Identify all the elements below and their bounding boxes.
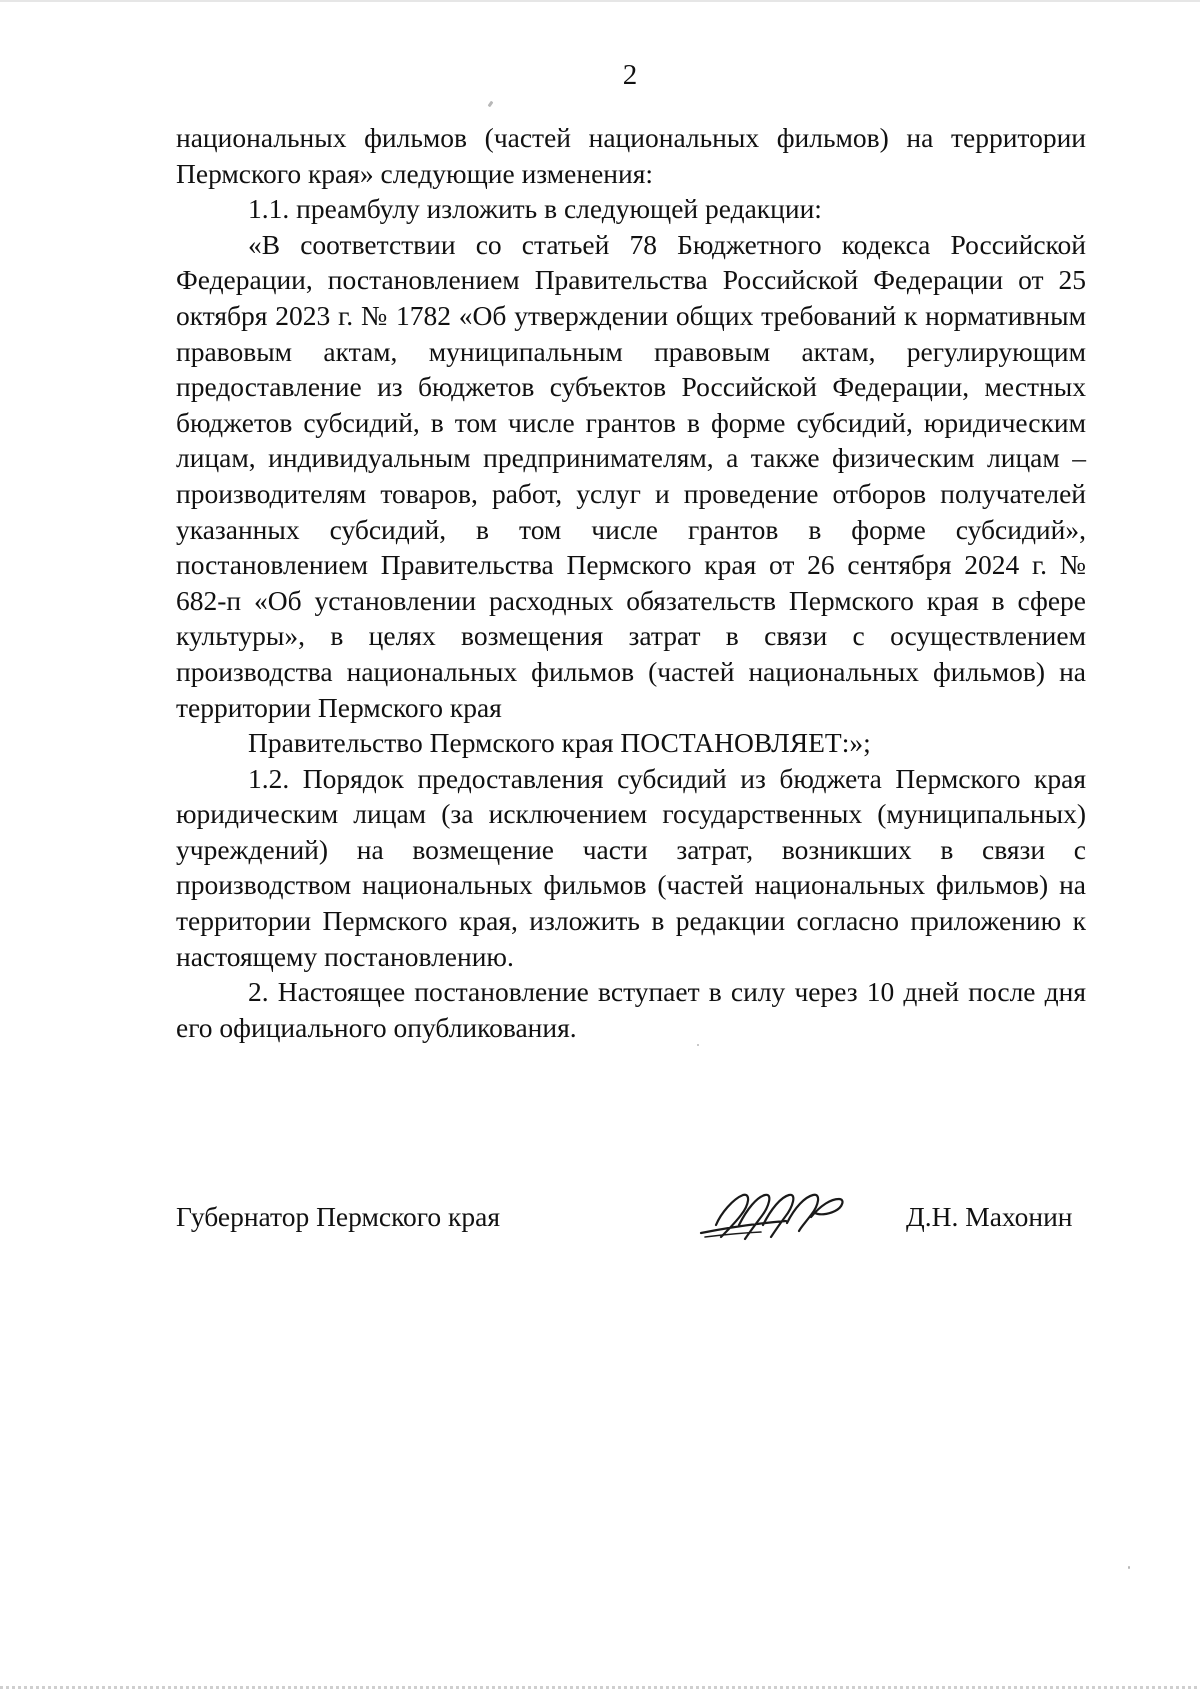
scan-speck bbox=[1128, 1566, 1130, 1569]
handwritten-signature-icon bbox=[691, 1175, 871, 1255]
signature-block bbox=[176, 1195, 1086, 1265]
paragraph-2: 2. Настоящее постановление вступает в силу через 10 дней после дня его официального опубликования. bbox=[176, 976, 1086, 1043]
paragraph-1-1: 1.1. преамбулу изложить в следующей редакции: bbox=[248, 193, 822, 225]
scan-speck bbox=[697, 1044, 699, 1046]
scan-edge-top bbox=[0, 0, 1200, 2]
paragraph-resolves: Правительство Пермского края ПОСТАНОВЛЯЕТ:»; bbox=[248, 727, 871, 759]
paragraph-preamble: «В соответствии со статьей 78 Бюджетного кодекса Российской Федерации, постановлением Правительства Российской Федерации от 25 октября 2023 г. № 1782 «Об утверждении общих требований к нормативным правовым актам, муниципальным правовым актам, регулирующим предоставление из бюджетов субъектов Российской Федерации, местных бюджетов субсидий, в том числе грантов в форме субсидий, юридическим лицам, индивидуальным предпринимателям, а также физическим лицам – производителям товаров, работ, услуг и проведение отборов получателей указанных субсидий, в том числе грантов в форме субсидий», постановлением Правительства Пермского края от 26 сентября 2024 г. № 682-п «Об установлении расходных обязательств Пермского края в сфере культуры», в целях возмещения затрат в связи с осуществлением производства национальных фильмов (частей национальных фильмов) на территории Пермского края bbox=[176, 228, 1086, 723]
signer-name: Д.Н. Махонин bbox=[906, 1201, 1073, 1232]
signer-title: Губернатор Пермского края bbox=[176, 1201, 500, 1232]
page-number: 2 bbox=[622, 59, 638, 91]
document-body bbox=[176, 120, 1086, 1045]
paragraph-1-2: 1.2. Порядок предоставления субсидий из бюджета Пермского края юридическим лицам (за исключением государственных (муниципальных) учреждений) на возмещение части затрат, возникших в связи с производством национальных фильмов (частей национальных фильмов) на территории Пермского края, изложить в редакции согласно приложению к настоящему постановлению. bbox=[176, 762, 1086, 972]
paragraph-continuation: национальных фильмов (частей национальных фильмов) на территории Пермского края» следующие изменения: bbox=[176, 122, 1086, 189]
scan-speck bbox=[488, 101, 494, 108]
